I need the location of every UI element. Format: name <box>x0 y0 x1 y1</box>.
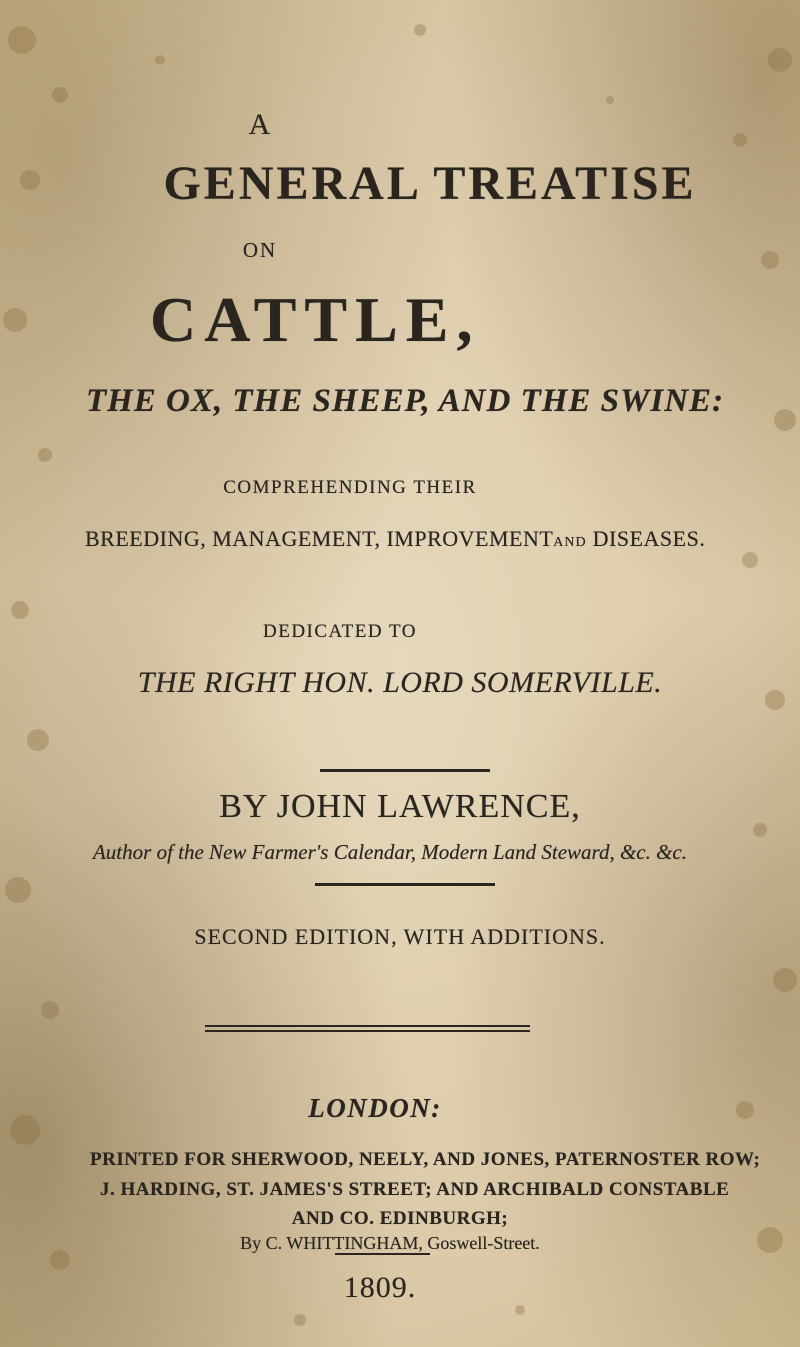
main-title: GENERAL TREATISE <box>163 157 697 210</box>
imprint-printers-1: PRINTED FOR SHERWOOD, NEELY, AND JONES, PATERNOSTER ROW; <box>90 1149 761 1170</box>
topics-main: BREEDING, MANAGEMENT, IMPROVEMENT <box>85 526 554 551</box>
comprehending-line: COMPREHENDING THEIR <box>223 477 477 498</box>
double-divider-rule <box>205 1025 530 1032</box>
animals-subtitle: THE OX, THE SHEEP, AND THE SWINE: <box>85 383 725 419</box>
title-article: A <box>248 108 272 141</box>
author-works: Author of the New Farmer's Calendar, Modern Land Steward, &c. &c. <box>92 840 688 864</box>
imprint-printers-2: J. HARDING, ST. JAMES'S STREET; AND ARCHIBALD CONSTABLE <box>100 1179 730 1200</box>
imprint-printer: By C. WHITTINGHAM, Goswell-Street. <box>240 1233 540 1253</box>
edition-line: SECOND EDITION, WITH ADDITIONS. <box>194 924 606 949</box>
subject-title: CATTLE, <box>150 284 481 355</box>
author-byline: BY JOHN LAWRENCE, <box>219 788 581 825</box>
imprint-printers-3: AND CO. EDINBURGH; <box>291 1208 509 1229</box>
divider-rule <box>335 1253 430 1255</box>
dedicatee-name: THE RIGHT HON. LORD SOMERVILLE. <box>137 666 663 699</box>
divider-rule <box>320 769 490 772</box>
imprint-city: LONDON: <box>308 1093 442 1123</box>
topics-and: AND <box>553 535 587 550</box>
divider-rule <box>315 883 495 886</box>
dedication-label: DEDICATED TO <box>263 621 417 642</box>
imprint-year: 1809. <box>343 1271 417 1304</box>
title-preposition: ON <box>242 238 278 262</box>
topics-line <box>85 528 705 550</box>
topics-last: DISEASES. <box>586 526 706 551</box>
